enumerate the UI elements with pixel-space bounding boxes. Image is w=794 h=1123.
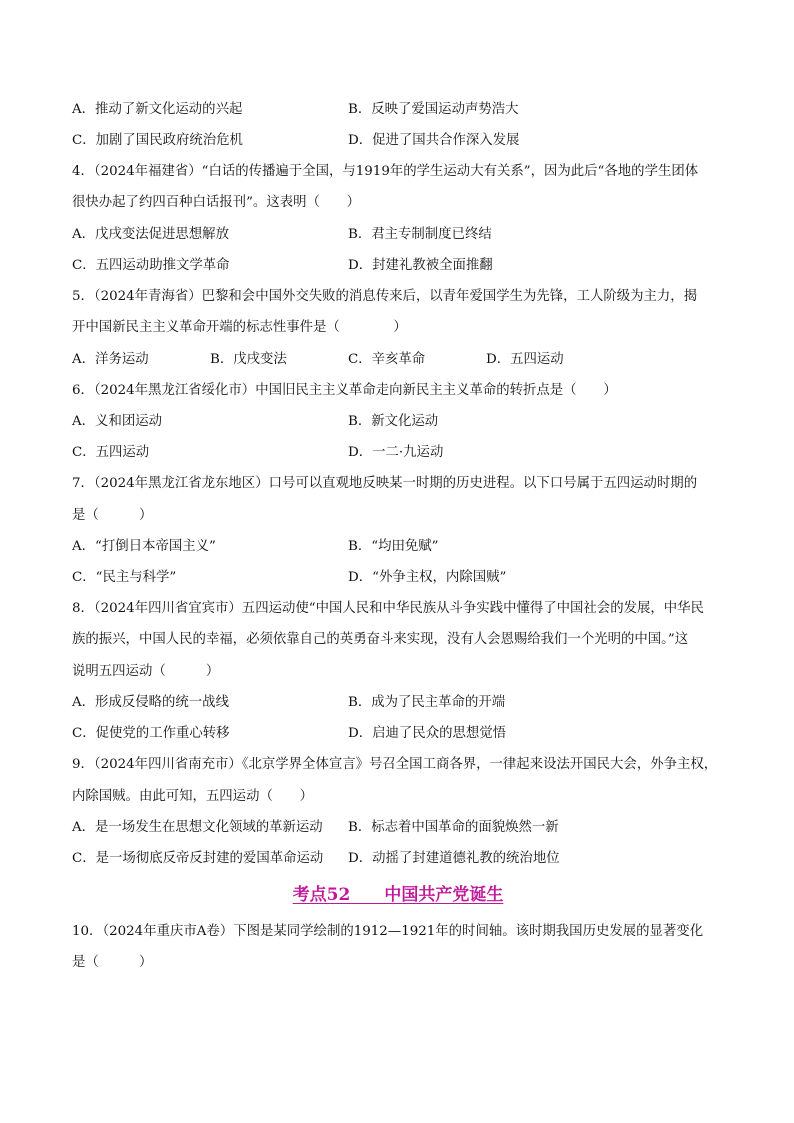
- q7-stem-line2: 是（ ）: [72, 508, 153, 523]
- q8-option-b: B．成为了民主革命的开端: [348, 695, 506, 710]
- q3-option-b: B．反映了爱国运动声势浩大: [348, 102, 519, 117]
- q9-option-d: D．动摇了封建道德礼教的统治地位: [348, 851, 560, 866]
- q8-stem-line1: 8．（2024年四川省宜宾市）五四运动使“中国人民和中华民族从斗争实践中懂得了中国社会的发展，中华民: [72, 601, 704, 616]
- q10-stem-line1: 10．（2024年重庆市A卷）下图是某同学绘制的1912—1921年的时间轴。该时期我国历史发展的显著变化: [72, 924, 704, 939]
- q4-stem-line2: 很快办起了约四百种白话报刊”。这表明（ ）: [72, 195, 361, 210]
- q6-option-d: D．一二·九运动: [348, 445, 444, 460]
- q3-option-c: C．加剧了国民政府统治危机: [72, 133, 243, 148]
- q3-option-a: A．推动了新文化运动的兴起: [72, 102, 243, 117]
- q4-option-a: A．戊戌变法促进思想解放: [72, 227, 229, 242]
- q5-option-d: D．五四运动: [486, 352, 564, 367]
- q8-option-a: A．形成反侵略的统一战线: [72, 695, 229, 710]
- q6-option-c: C．五四运动: [72, 445, 150, 460]
- q7-option-c: C．“民主与科学”: [72, 570, 177, 585]
- q5-option-b: B．戊戌变法: [210, 352, 287, 367]
- q8-option-c: C．促使党的工作重心转移: [72, 726, 230, 741]
- q4-stem-line1: 4．（2024年福建省）“白话的传播遍于全国，与1919年的学生运动大有关系”，因为此后“各地的学生团体: [72, 164, 699, 179]
- q7-option-b: B．“均田免赋”: [348, 539, 439, 554]
- q7-option-d: D．“外争主权，内除国贼”: [348, 570, 507, 585]
- q4-option-b: B．君主专制制度已终结: [348, 227, 492, 242]
- q6-option-a: A．义和团运动: [72, 414, 163, 429]
- q5-stem-line1: 5．（2024年青海省）巴黎和会中国外交失败的消息传来后，以青年爱国学生为先锋，工人阶级为主力，揭: [72, 289, 698, 304]
- q4-option-c: C．五四运动助推文学革命: [72, 258, 230, 273]
- q9-option-a: A．是一场发生在思想文化领域的革新运动: [72, 820, 323, 835]
- q7-stem-line1: 7．（2024年黑龙江省龙东地区）口号可以直观地反映某一时期的历史进程。以下口号属于五四运动时期的: [72, 476, 698, 491]
- q10-stem-line2: 是（ ）: [72, 955, 153, 970]
- q8-stem-line2: 族的振兴，中国人民的幸福，必须依靠自己的英勇奋斗来实现，没有人会恩赐给我们一个光明的中国。”这: [72, 632, 689, 647]
- q9-stem-line2: 内除国贼。由此可知，五四运动（ ）: [72, 789, 314, 804]
- q6-stem-line1: 6．（2024年黑龙江省绥化市）中国旧民主主义革命走向新民主主义革命的转折点是（ ）: [72, 383, 617, 398]
- q4-option-d: D．封建礼教被全面推翻: [348, 258, 493, 273]
- q9-option-c: C．是一场彻底反帝反封建的爱国革命运动: [72, 851, 324, 866]
- q5-option-c: C．辛亥革命: [348, 352, 426, 367]
- q5-option-a: A．洋务运动: [72, 352, 149, 367]
- q7-option-a: A．“打倒日本帝国主义”: [72, 539, 216, 554]
- section-heading-text: 考点52 中国共产党诞生: [292, 885, 504, 905]
- q9-option-b: B．标志着中国革命的面貌焕然一新: [348, 820, 559, 835]
- q3-option-d: D．促进了国共合作深入发展: [348, 133, 520, 148]
- q6-option-b: B．新文化运动: [348, 414, 439, 429]
- q8-stem-line3: 说明五四运动（ ）: [72, 664, 220, 679]
- q8-option-d: D．启迪了民众的思想觉悟: [348, 726, 507, 741]
- q5-stem-line2: 开中国新民主主义革命开端的标志性事件是（ ）: [72, 320, 407, 335]
- section-heading: [72, 883, 724, 907]
- q9-stem-line1: 9．（2024年四川省南充市）《北京学界全体宣言》号召全国工商各界，一律起来设法开国民大会，外争主权，: [72, 757, 718, 772]
